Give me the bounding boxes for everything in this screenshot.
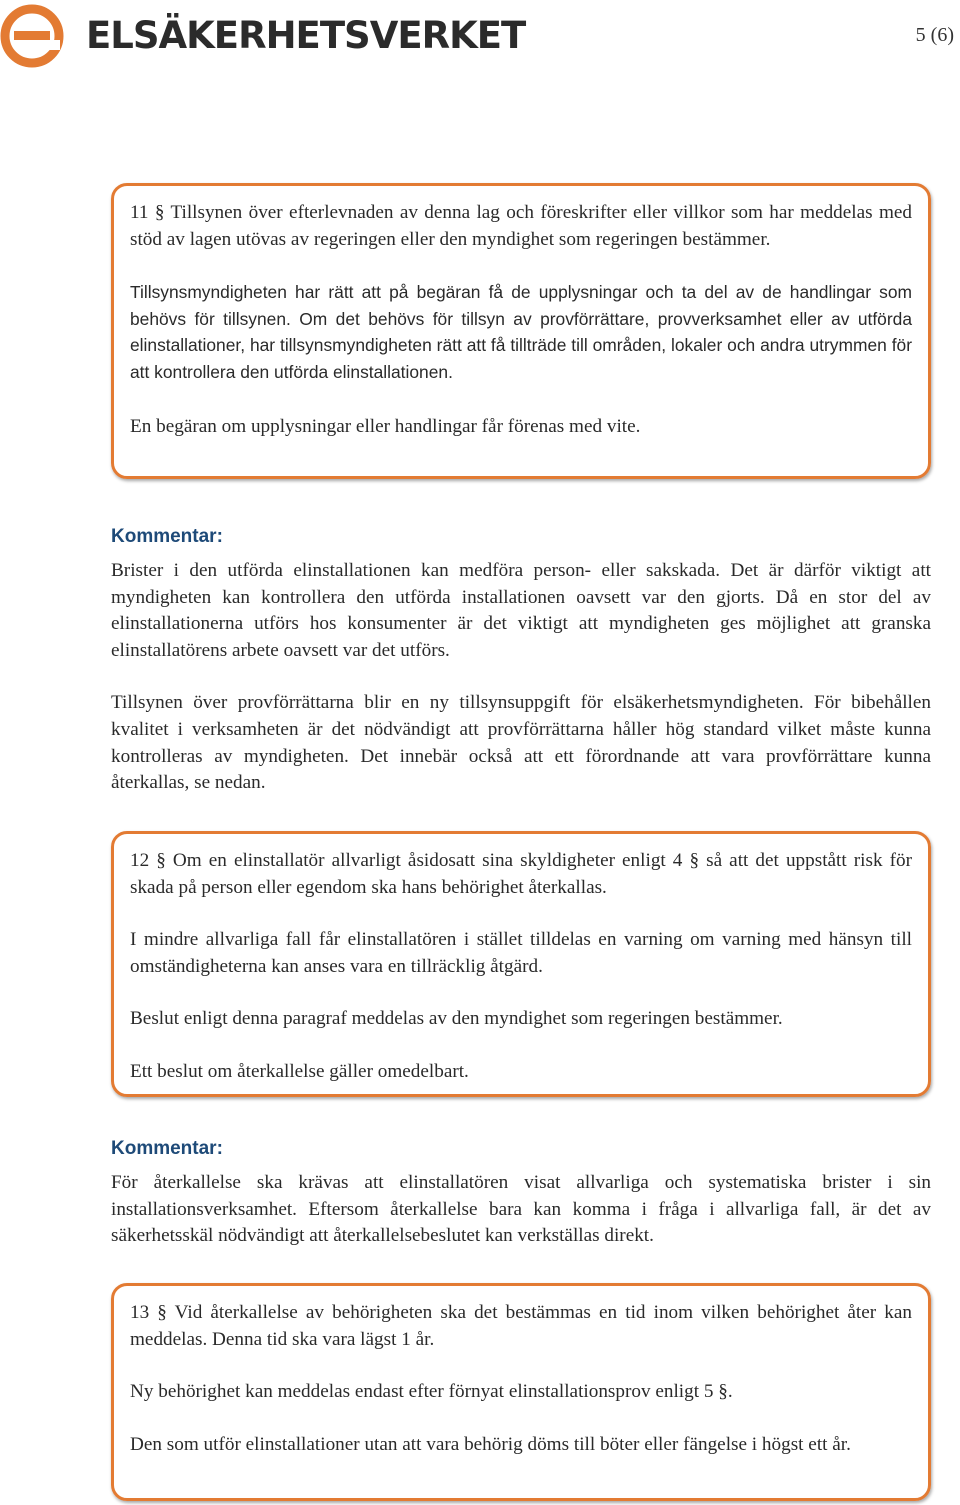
comment-section-1 <box>111 524 931 797</box>
comment-2-paragraph-1: För återkallelse ska krävas att elinstallatören visat allvarliga och systematiska brister i sin installationsverksamhet. Eftersom återkallelse bara kan komma i fråga i allvarliga fall, är det av säkerhetsskäl nödvändigt att återkallelsebeslutet kan verkställas direkt. <box>111 1172 931 1247</box>
comment-section-2 <box>111 1136 931 1250</box>
section-11-paragraph-3: En begäran om upplysningar eller handlingar får förenas med vite. <box>130 415 641 437</box>
comment-1-paragraph-2: Tillsynen över provförrättarna blir en ny tillsynsuppgift för elsäkerhetsmyndigheten. För bibehållen kvalitet i verksamheten är det nödvändigt att provförrättarna håller hög standard vilket måste kunna kontrolleras av myndigheten. Det innebär också att ett förordnande att vara provförrättare kunna återkallas, se nedan. <box>111 692 931 794</box>
law-section-12-box <box>111 831 931 1097</box>
comment-heading: Kommentar: <box>111 526 223 547</box>
section-11-paragraph-2-part-a: Tillsynsmyndigheten har rätt att på begäran få de upplysningar och ta del av de handlingar som behövs för tillsynen. <box>130 282 912 329</box>
comment-1-paragraph-1: Brister i den utförda elinstallationen kan medföra person- eller sakskada. Det är därför viktigt att myndigheten kan kontrollera den utförda installationen oavsett var den gjorts. Då en stor del av elinstallationerna utförs hos konsumenter är det viktigt att myndigheten ges möjlighet att granska elinstallatörens arbete oavsett var det utförs. <box>111 560 931 661</box>
comment-heading: Kommentar: <box>111 1138 223 1159</box>
section-11-paragraph-2 <box>130 279 912 385</box>
law-section-11-box <box>111 183 931 479</box>
law-section-13-box <box>111 1283 931 1501</box>
logo-wordmark: ELSÄKERHETSVERKET <box>86 14 526 57</box>
section-12-paragraph-1: 12 § Om en elinstallatör allvarligt åsidosatt sina skyldigheter enligt 4 § så att det uppstått risk för skada på person eller egendom ska hans behörighet återkallas. <box>130 850 912 898</box>
section-11-paragraph-1: 11 § Tillsynen över efterlevnaden av denna lag och föreskrifter eller villkor som har meddelas med stöd av lagen utövas av regeringen eller den myndighet som regeringen bestämmer. <box>130 202 912 250</box>
section-12-paragraph-4: Ett beslut om återkallelse gäller omedelbart. <box>130 1060 469 1082</box>
section-11-paragraph-2-part-b: Om det behövs för tillsyn av provförrättare, provverksamhet eller av utförda elinstallationer, har tillsynsmyndigheten rätt att få tillträde till områden, lokaler och andra utrymmen för att kontrollera den utförda elinstallationen. <box>130 308 912 382</box>
section-13-paragraph-1: 13 § Vid återkallelse av behörigheten ska det bestämmas en tid inom vilken behörighet åter kan meddelas. Denna tid ska vara lägst 1 år. <box>130 1302 912 1350</box>
elsakerhetsverket-e-logo-icon <box>0 4 64 68</box>
section-12-paragraph-2: I mindre allvarliga fall får elinstallatören i stället tilldelas en varning om varning med hänsyn till omständigheterna kan anses vara en tillräcklig åtgärd. <box>130 929 912 977</box>
page-header <box>0 0 960 80</box>
section-13-paragraph-3: Den som utför elinstallationer utan att vara behörig döms till böter eller fängelse i högst ett år. <box>130 1433 851 1455</box>
page-number: 5 (6) <box>915 24 954 46</box>
section-13-paragraph-2: Ny behörighet kan meddelas endast efter förnyat elinstallationsprov enligt 5 §. <box>130 1381 733 1403</box>
section-12-paragraph-3: Beslut enligt denna paragraf meddelas av den myndighet som regeringen bestämmer. <box>130 1008 783 1030</box>
